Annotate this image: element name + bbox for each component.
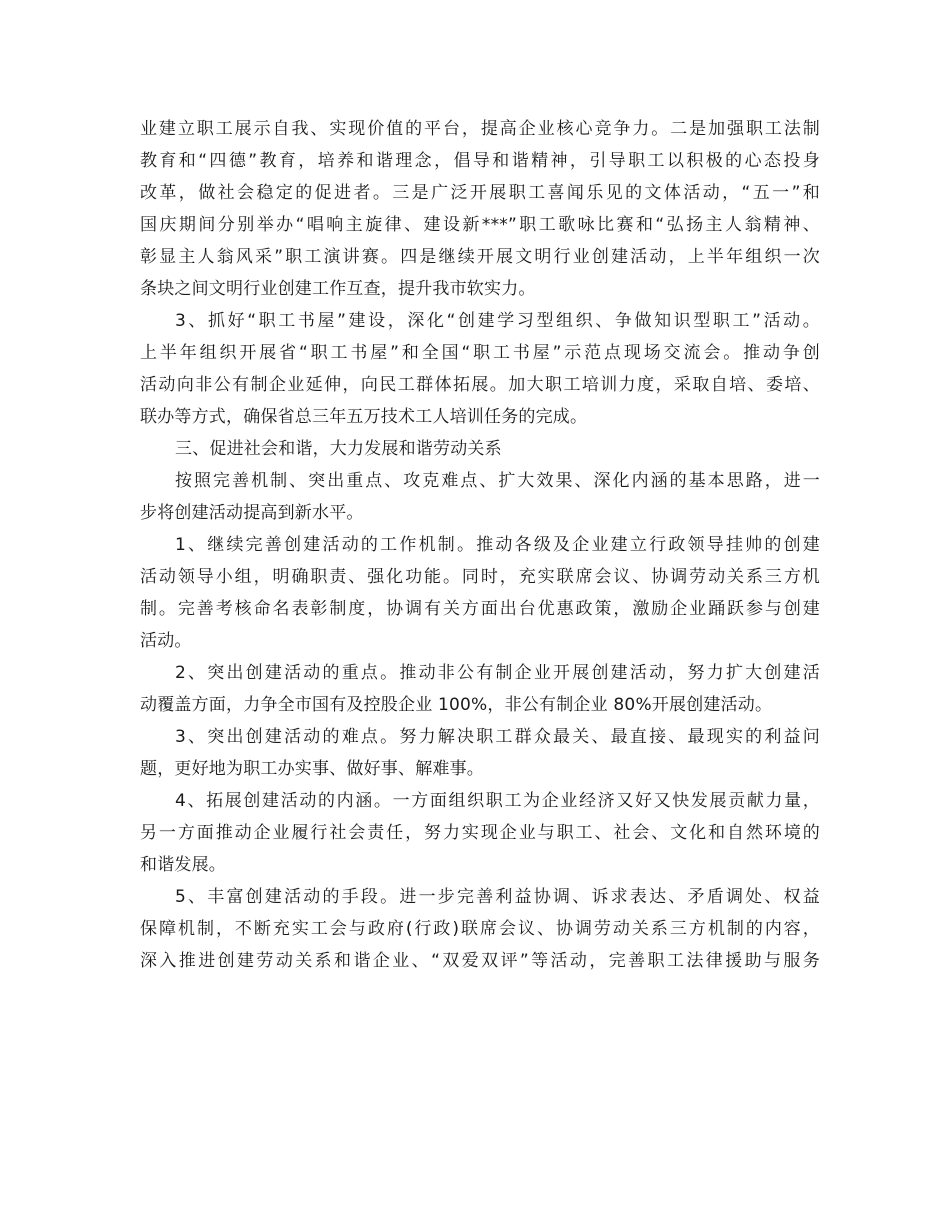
text-line: 彰显主人翁风采”职工演讲赛。四是继续开展文明行业创建活动，上半年组织一次 — [140, 247, 820, 267]
text-line: 国庆期间分别举办“唱响主旋律、建设新***”职工歌咏比赛和“弘扬主人翁精神、 — [140, 215, 820, 235]
text-line: 深入推进创建劳动关系和谐企业、“双爱双评”等活动，完善职工法律援助与服务 — [140, 951, 820, 971]
text-line: 业建立职工展示自我、实现价值的平台，提高企业核心竞争力。二是加强职工法制 — [140, 119, 820, 139]
paragraph-first-line: 3、抓好“职工书屋”建设，深化“创建学习型组织、争做知识型职工”活动。 — [175, 311, 820, 331]
text-line: 条块之间文明行业创建工作互查，提升我市软实力。 — [140, 279, 536, 299]
text-line: 保障机制，不断充实工会与政府(行政)联席会议、协调劳动关系三方机制的内容， — [140, 919, 820, 939]
paragraph-first-line: 4、拓展创建活动的内涵。一方面组织职工为企业经济又好又快发展贡献力量， — [175, 791, 820, 811]
text-line: 动覆盖方面，力争全市国有及控股企业 100%，非公有制企业 80%开展创建活动。 — [140, 695, 773, 715]
text-line: 活动。 — [140, 631, 192, 651]
section-heading: 三、促进社会和谐，大力发展和谐劳动关系 — [175, 439, 502, 459]
text-line: 和谐发展。 — [140, 855, 226, 875]
text-line: 上半年组织开展省“职工书屋”和全国“职工书屋”示范点现场交流会。推动争创 — [140, 343, 820, 363]
text-line: 改革，做社会稳定的促进者。三是广泛开展职工喜闻乐见的文体活动，“五一”和 — [140, 183, 820, 203]
paragraph-first-line: 3、突出创建活动的难点。努力解决职工群众最关、最直接、最现实的利益问 — [175, 727, 820, 747]
paragraph-first-line: 1、继续完善创建活动的工作机制。推动各级及企业建立行政领导挂帅的创建 — [175, 535, 820, 555]
text-line: 教育和“四德”教育，培养和谐理念，倡导和谐精神，引导职工以积极的心态投身 — [140, 151, 820, 171]
text-line: 步将创建活动提高到新水平。 — [140, 503, 364, 523]
paragraph-first-line: 5、丰富创建活动的手段。进一步完善利益协调、诉求表达、矛盾调处、权益 — [175, 887, 820, 907]
paragraph-first-line: 2、突出创建活动的重点。推动非公有制企业开展创建活动，努力扩大创建活 — [175, 663, 820, 683]
text-line: 另一方面推动企业履行社会责任，努力实现企业与职工、社会、文化和自然环境的 — [140, 823, 820, 843]
paragraph-first-line: 按照完善机制、突出重点、攻克难点、扩大效果、深化内涵的基本思路，进一 — [175, 471, 820, 491]
text-line: 活动向非公有制企业延伸，向民工群体拓展。加大职工培训力度，采取自培、委培、 — [140, 375, 820, 395]
text-line: 联办等方式，确保省总三年五万技术工人培训任务的完成。 — [140, 407, 588, 427]
text-line: 题，更好地为职工办实事、做好事、解难事。 — [140, 759, 484, 779]
text-line: 制。完善考核命名表彰制度，协调有关方面出台优惠政策，激励企业踊跃参与创建 — [140, 599, 820, 619]
text-line: 活动领导小组，明确职责、强化功能。同时，充实联席会议、协调劳动关系三方机 — [140, 567, 820, 587]
